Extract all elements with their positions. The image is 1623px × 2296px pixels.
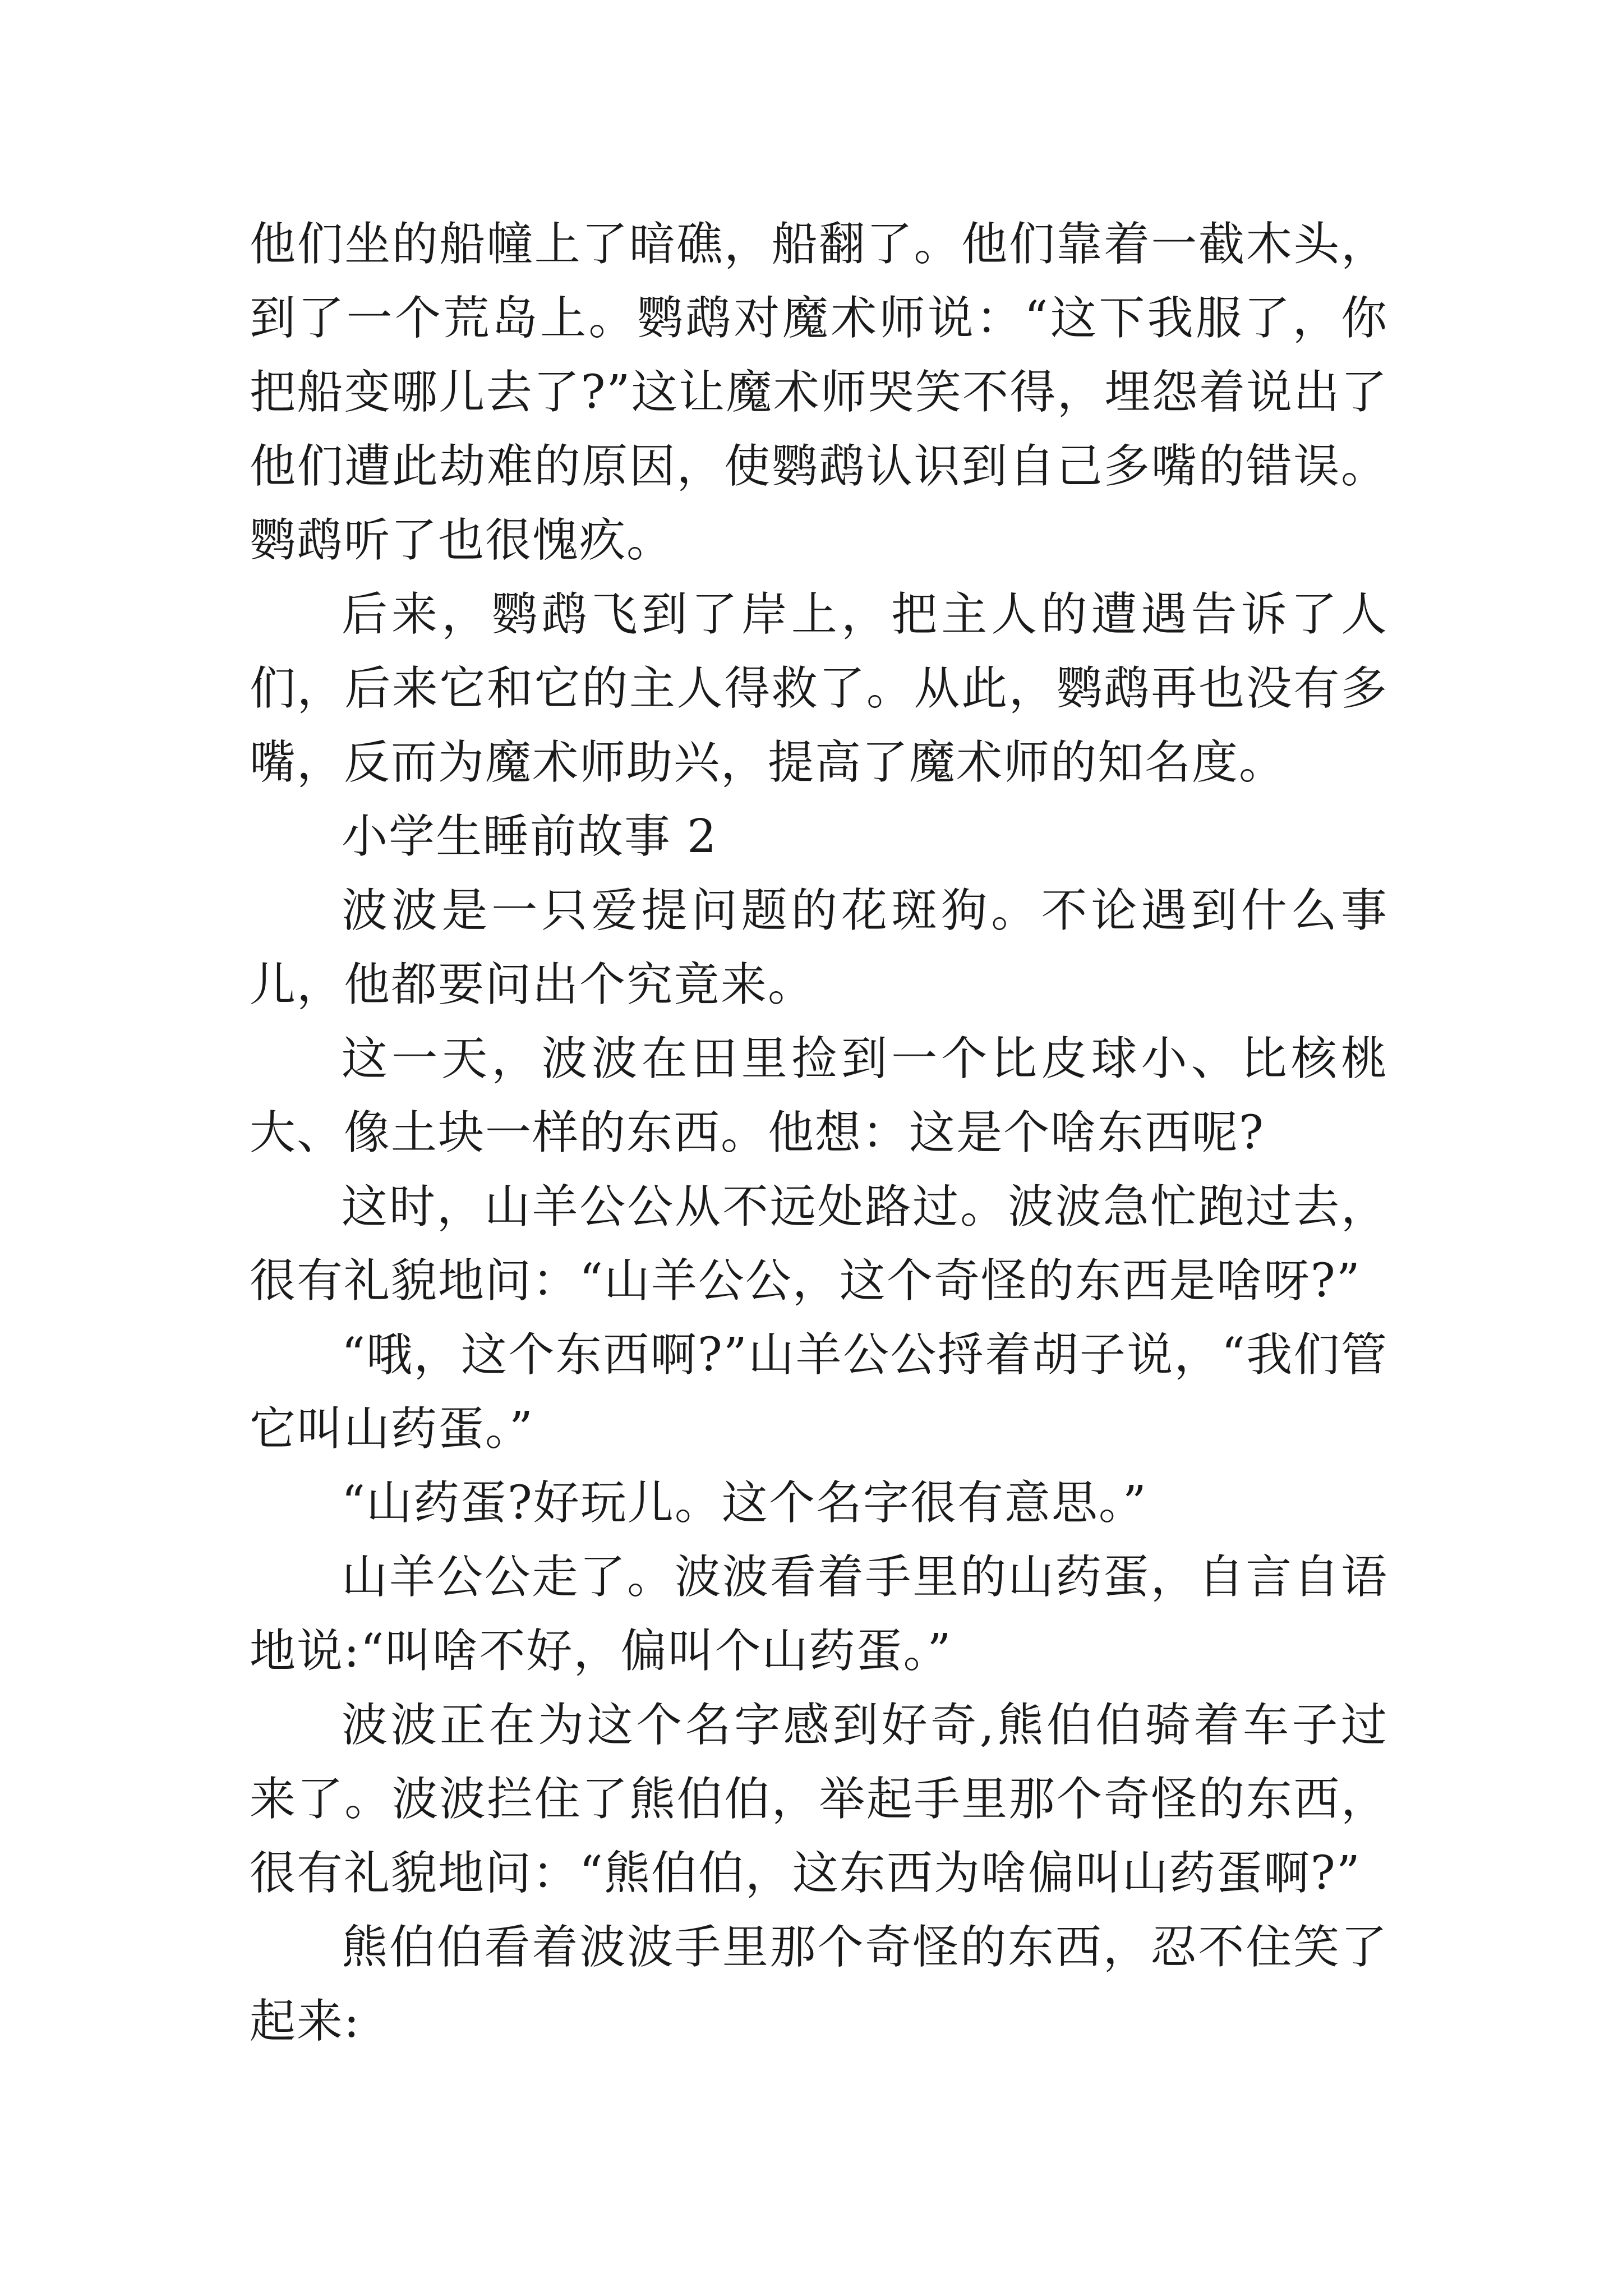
paragraph: 山羊公公走了。波波看着手里的山药蛋，自言自语地说:“叫啥不好，偏叫个山药蛋。”: [250, 1550, 1388, 1678]
paragraph: “哦，这个东西啊?”山羊公公捋着胡子说，“我们管它叫山药蛋。”: [250, 1328, 1388, 1456]
paragraph: “山药蛋?好玩儿。这个名字很有意思。”: [342, 1476, 1147, 1530]
paragraph: 后来，鹦鹉飞到了岸上，把主人的遭遇告诉了人们，后来它和它的主人得救了。从此，鹦鹉再也没有多嘴，反而为魔术师助兴，提高了魔术师的知名度。: [250, 588, 1388, 789]
document-body: [250, 208, 1388, 2059]
story-heading: 小学生睡前故事 2: [342, 810, 718, 863]
paragraph: 这一天，波波在田里捡到一个比皮球小、比核桃大、像土块一样的东西。他想：这是个啥东西呢?: [250, 1032, 1388, 1159]
paragraph: 波波是一只爱提问题的花斑狗。不论遇到什么事儿，他都要问出个究竟来。: [250, 884, 1388, 1011]
paragraph: 波波正在为这个名字感到好奇,熊伯伯骑着车子过来了。波波拦住了熊伯伯，举起手里那个奇怪的东西，很有礼貌地问：“熊伯伯，这东西为啥偏叫山药蛋啊?”: [250, 1699, 1388, 1900]
paragraph-continuation: 他们坐的船幢上了暗礁，船翻了。他们靠着一截木头，到了一个荒岛上。鹦鹉对魔术师说：“这下我服了，你把船变哪儿去了?”这让魔术师哭笑不得，埋怨着说出了他们遭此劫难的原因，使鹦鹉认识到自己多嘴的错误。鹦鹉听了也很愧疚。: [250, 218, 1388, 567]
paragraph: 这时，山羊公公从不远处路过。波波急忙跑过去，很有礼貌地问：“山羊公公，这个奇怪的东西是啥呀?”: [250, 1180, 1388, 1308]
paragraph: 熊伯伯看着波波手里那个奇怪的东西，忍不住笑了起来:: [250, 1921, 1388, 2048]
